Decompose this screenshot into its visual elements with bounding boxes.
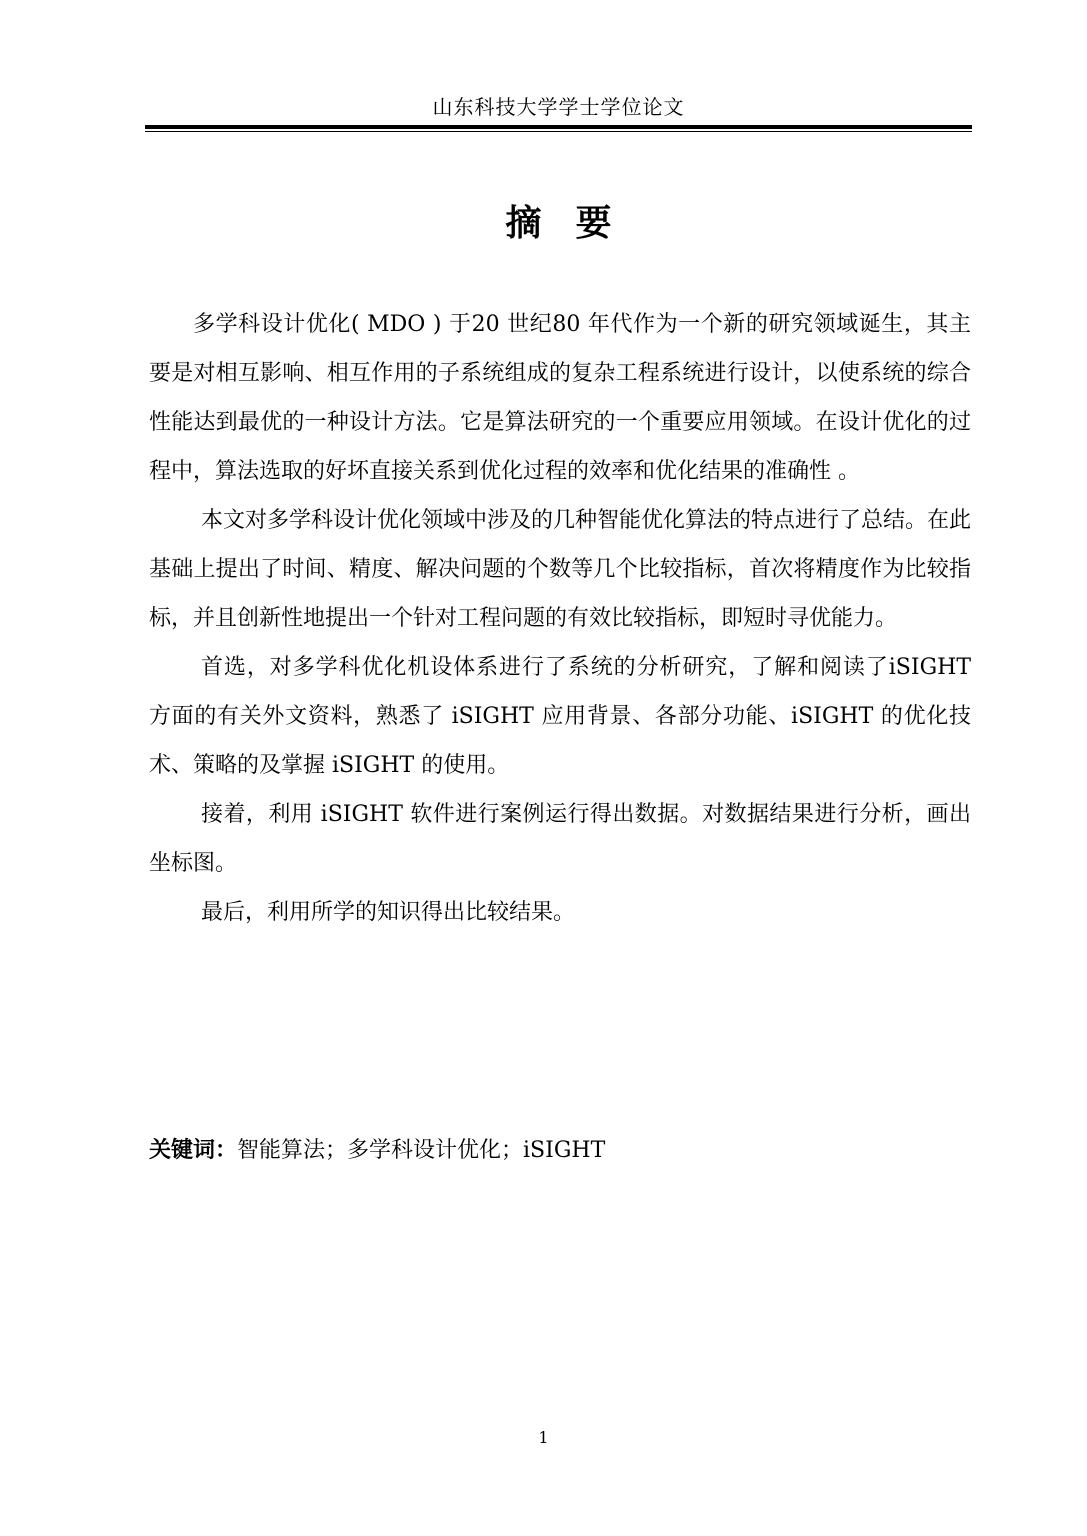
abstract-paragraph-5: 最后，利用所学的知识得出比较结果。	[201, 900, 576, 925]
abstract-paragraph-1: 多学科设计优化( MDO ) 于20 世纪80 年代作为一个新的研究领域诞生，其主要是对相互影响、相互作用的子系统组成的复杂工程系统进行设计，以使系统的综合性能达到最优的一种设计方法。它是算法研究的一个重要应用领域。在设计优化的过程中，算法选取的好坏直接关系到优化过程的效率和优化结果的准确性 。	[149, 312, 971, 484]
keywords-line	[149, 1128, 971, 1173]
header-rule-thick	[145, 125, 972, 129]
keywords-value: 智能算法；多学科设计优化；iSIGHT	[237, 1138, 606, 1163]
keywords-label: 关键词：	[149, 1137, 238, 1163]
abstract-title: 摘要	[505, 202, 646, 244]
running-header: 山东科技大学学士学位论文	[432, 95, 685, 119]
abstract-paragraph-4: 接着，利用 iSIGHT 软件进行案例运行得出数据。对数据结果进行分析，画出坐标图。	[149, 802, 971, 876]
abstract-paragraph-3: 首选，对多学科优化机设体系进行了系统的分析研究，了解和阅读了iSIGHT 方面的有关外文资料，熟悉了 iSIGHT 应用背景、各部分功能、iSIGHT 的优化技术、策略的及掌握 iSIGHT 的使用。	[149, 655, 971, 778]
page-number: 1	[538, 1428, 549, 1447]
abstract-paragraph-2: 本文对多学科设计优化领域中涉及的几种智能优化算法的特点进行了总结。在此基础上提出了时间、精度、解决问题的个数等几个比较指标，首次将精度作为比较指标，并且创新性地提出一个针对工程问题的有效比较指标，即短时寻优能力。	[149, 508, 972, 631]
abstract-body	[149, 300, 971, 937]
header-rule-thin	[145, 131, 972, 132]
